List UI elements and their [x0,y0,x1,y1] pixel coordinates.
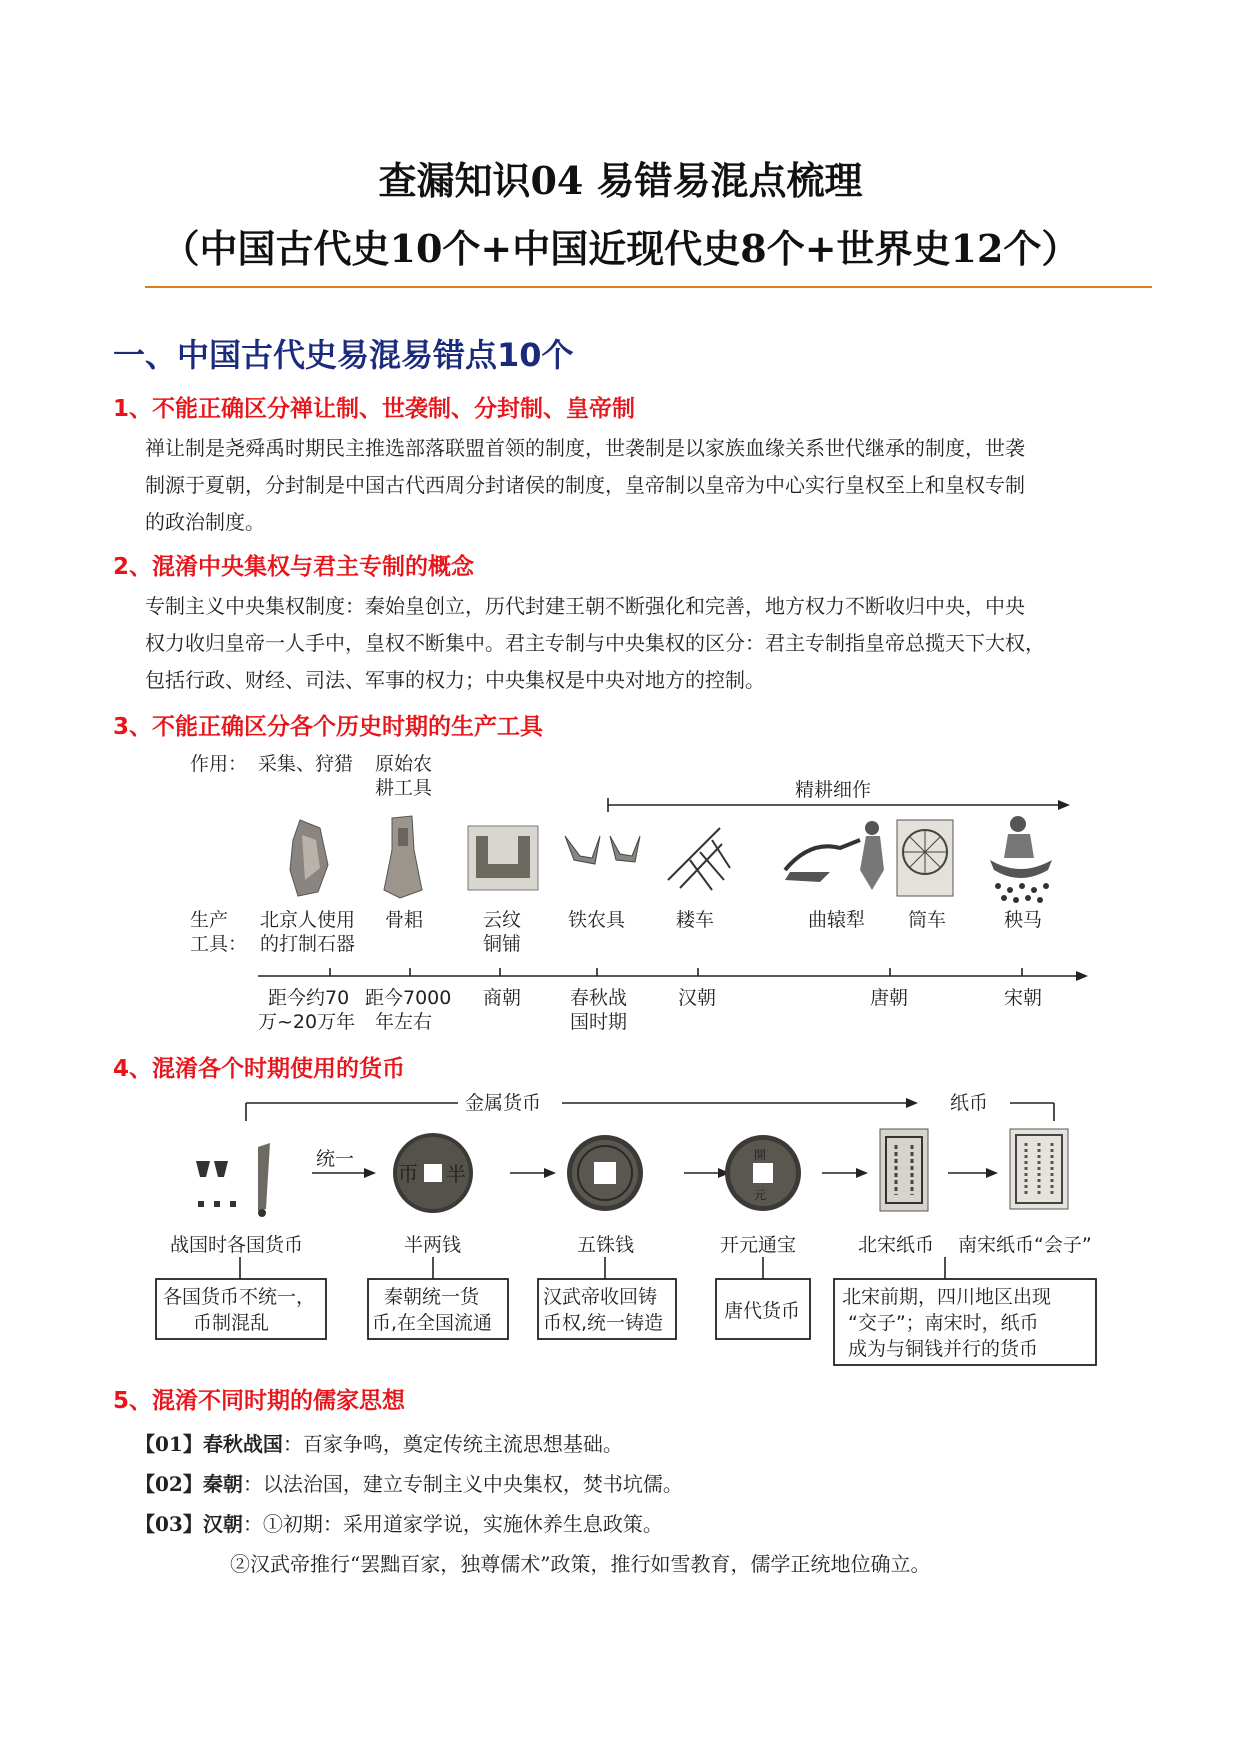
tools-label: 生产 [190,909,229,931]
coin-name: 五铢钱 [577,1234,635,1256]
bronze-tool-icon [468,826,538,890]
period-label: 年左右 [375,1011,433,1033]
period-label: 国时期 [570,1011,628,1033]
note-text: “交子”；南宋时，纸币 [848,1312,1039,1334]
note-text: 秦朝统一货 [384,1286,480,1308]
seedling-horse-icon [990,816,1052,903]
currency-bracket [246,1103,1054,1121]
confucian-item-01 [135,1428,623,1457]
tool-name: 北京人使用 [260,909,356,931]
period-label: 商朝 [483,987,522,1009]
item-period: 春秋战国 [202,1432,283,1456]
note-text: 汉武帝收回铸 [543,1286,658,1308]
tool-name: 骨耜 [385,909,424,931]
point-2-heading: 2、混淆中央集权与君主专制的概念 [113,554,475,580]
use-label: 作用： [190,753,248,775]
bone-spade-icon [384,816,422,898]
note-text: 币,在全国流通 [372,1312,493,1334]
item-text: ：①初期：采用道家学说，实施休养生息政策。 [242,1512,663,1536]
period-label: 汉朝 [678,987,717,1009]
point-3-heading: 3、不能正确区分各个历史时期的生产工具 [113,714,544,740]
period-label: 宋朝 [1004,987,1043,1009]
tool-name: 铁农具 [568,909,626,931]
tool-name: 云纹 [483,909,522,931]
tool-name: 曲辕犁 [808,909,866,931]
metal-currency-label: 金属货币 [465,1092,542,1114]
coin-name: 北宋纸币 [858,1234,935,1256]
point-1-body [145,430,1130,541]
item-tag: 【02】 [135,1472,203,1496]
item-period: 汉朝 [202,1512,243,1536]
tool-name: 秧马 [1004,909,1043,931]
wuzhu-coin-icon [567,1135,643,1211]
note-text: 唐代货币 [724,1300,801,1322]
confucian-item-03 [135,1508,663,1537]
period-label: 距今约70 [268,987,350,1009]
banliang-coin-icon [393,1133,473,1213]
text-line: 包括行政、财经、司法、军事的权力；中央集权是中央对地方的控制。 [145,668,765,692]
curved-plow-icon [785,821,884,890]
note-text: 各国货币不统一， [163,1286,316,1308]
item-text: ：百家争鸣，奠定传统主流思想基础。 [282,1432,623,1456]
use-primitive-farming: 原始农 [375,753,433,775]
text-line: 权力收归皇帝一人手中，皇权不断集中。君主专制与中央集权的区分：君主专制指皇帝总揽天下大权， [145,631,1045,655]
unify-label: 统一 [316,1148,355,1170]
svg-text:元: 元 [754,1188,767,1202]
tool-name: 筒车 [908,909,947,931]
period-label: 万~20万年 [258,1011,356,1033]
huizi-note-icon [1010,1129,1068,1209]
coin-name: 开元通宝 [720,1234,797,1256]
tool-name: 耧车 [676,909,715,931]
note-text: 币权,统一铸造 [543,1312,664,1334]
point-5-heading: 5、混淆不同时期的儒家思想 [113,1388,406,1414]
text-line: 禅让制是尧舜禹时期民主推选部落联盟首领的制度，世袭制是以家族血缘关系世代继承的制度，世袭 [145,436,1025,460]
text-line: 专制主义中央集权制度：秦始皇创立，历代封建王朝不断强化和完善，地方权力不断收归中央，中央 [145,594,1025,618]
document-subtitle: （中国古代史10个+中国近现代史8个+世界史12个） [161,226,1080,271]
section-heading: 一、中国古代史易混易错点10个 [113,336,574,374]
water-wheel-icon [897,820,953,896]
item-period: 秦朝 [202,1472,243,1496]
confucian-item-02 [135,1468,683,1497]
tool-name: 的打制石器 [260,933,356,955]
point-1-heading: 1、不能正确区分禅让制、世袭制、分封制、皇帝制 [113,396,636,422]
iron-tool-icon [565,836,640,864]
text-line: 制源于夏朝，分封制是中国古代西周分封诸侯的制度，皇帝制以皇帝为中心实行皇权至上和皇权专制 [145,473,1025,497]
use-primitive-farming: 耕工具 [375,777,433,799]
item-text: ：以法治国，建立专制主义中央集权，焚书坑儒。 [242,1472,683,1496]
paper-currency-label: 纸币 [950,1092,989,1114]
coin-name: 南宋纸币“会子” [958,1234,1092,1256]
tools-label: 工具： [190,933,248,955]
currency-evolution-diagram [0,1085,1241,1375]
svg-text:開: 開 [754,1148,767,1162]
period-label: 距今7000 [365,987,452,1009]
tool-name: 铜铺 [483,933,522,955]
document-title: 查漏知识04 易错易混点梳理 [378,158,863,203]
confucian-item-03-cont: ②汉武帝推行“罢黜百家，独尊儒术”政策，推行如雪教育，儒学正统地位确立。 [230,1552,931,1576]
kaiyuan-coin-icon [725,1135,801,1211]
title-divider [145,286,1152,288]
svg-text:半: 半 [446,1162,466,1186]
warring-states-coins-icon [196,1143,270,1217]
item-tag: 【01】 [135,1432,203,1456]
note-text: 币制混乱 [193,1312,270,1334]
text-line: 的政治制度。 [145,510,265,534]
note-text: 北宋前期，四川地区出现 [842,1286,1052,1308]
note-text: 成为与铜钱并行的货币 [848,1338,1039,1360]
point-4-heading: 4、混淆各个时期使用的货币 [113,1056,406,1082]
tools-timeline-diagram [0,740,1241,1040]
fine-farming-label: 精耕细作 [795,779,872,801]
period-label: 唐朝 [870,987,909,1009]
coin-name: 战国时各国货币 [170,1234,304,1256]
period-label: 春秋战 [570,987,628,1009]
point-2-body [145,588,1130,699]
item-tag: 【03】 [135,1512,203,1536]
seed-drill-icon [668,828,730,890]
song-paper-note-icon [880,1129,928,1211]
stone-tool-icon [290,820,328,896]
svg-text:帀: 帀 [398,1162,418,1186]
use-gather-hunt: 采集、狩猎 [258,753,354,775]
coin-name: 半两钱 [404,1234,462,1256]
